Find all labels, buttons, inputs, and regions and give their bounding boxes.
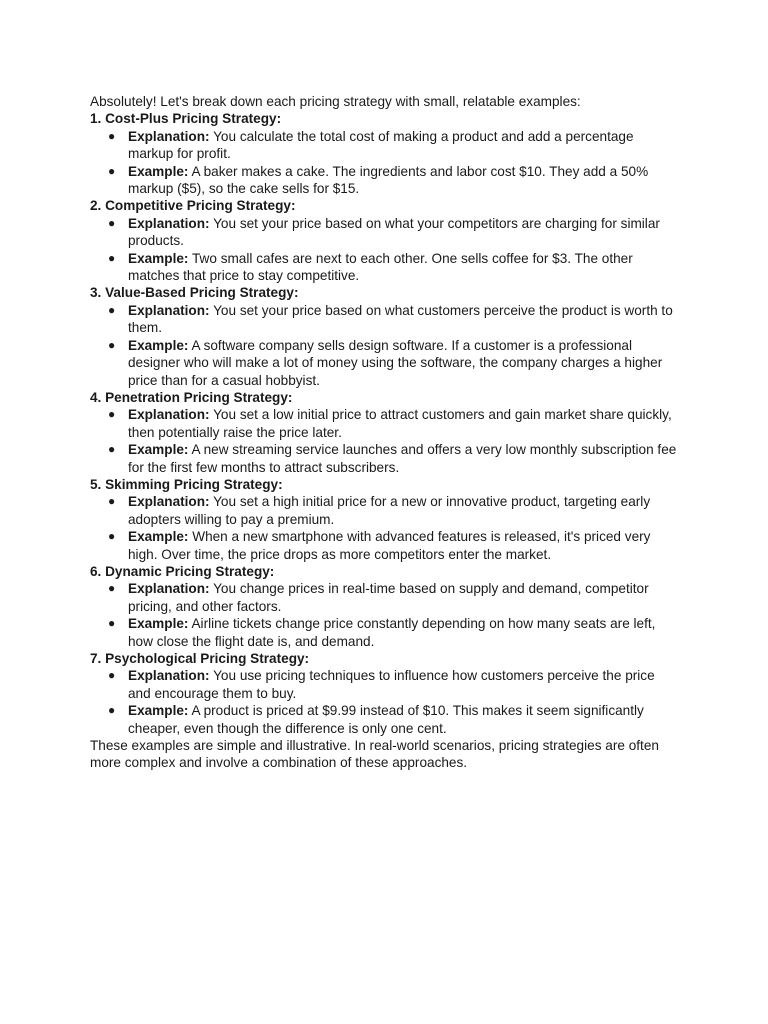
intro-paragraph: Absolutely! Let's break down each pricing strategy with small, relatable examples: (90, 94, 581, 109)
example-term: Example: (128, 337, 189, 353)
strategy-section (90, 563, 680, 650)
document-page (90, 93, 680, 772)
explanation-item (108, 667, 680, 702)
bullet-icon: ● (108, 337, 116, 352)
example-item (108, 702, 680, 737)
explanation-item (108, 302, 680, 337)
explanation-term: Explanation: (128, 668, 210, 684)
bullet-icon: ● (108, 302, 116, 317)
example-text: When a new smartphone with advanced features is released, it's priced very high. Over time, the price drops as more competitors enter the market. (128, 529, 651, 562)
strategy-section (90, 389, 680, 476)
example-text: A software company sells design software. If a customer is a professional designer who will make a lot of money using the software, the company charges a higher price than for a casual hobbyist. (128, 337, 663, 388)
explanation-term: Explanation: (128, 215, 210, 231)
strategy-section (90, 197, 680, 284)
strategy-title: 3. Value-Based Pricing Strategy: (90, 285, 299, 301)
example-text: A baker makes a cake. The ingredients and labor cost $10. They add a 50% markup ($5), so the cake sells for $15. (128, 163, 649, 197)
explanation-text: You change prices in real-time based on supply and demand, competitor pricing, and other factors. (128, 581, 649, 614)
example-text: Two small cafes are next to each other. One sells coffee for $3. The other matches that price to stay competitive. (128, 250, 633, 284)
explanation-text: You set your price based on what customers perceive the product is worth to them. (128, 302, 673, 336)
explanation-item (108, 580, 680, 615)
explanation-item (108, 128, 680, 163)
example-item (108, 441, 680, 476)
explanation-term: Explanation: (128, 128, 210, 144)
strategy-section (90, 476, 680, 563)
example-item (108, 250, 680, 285)
strategy-section (90, 650, 680, 737)
example-item (108, 528, 680, 563)
explanation-item (108, 406, 680, 441)
strategy-title: 5. Skimming Pricing Strategy: (90, 476, 283, 492)
bullet-list (90, 667, 680, 737)
bullet-list (90, 406, 680, 476)
strategy-section (90, 284, 680, 388)
example-term: Example: (128, 250, 189, 266)
example-term: Example: (128, 529, 189, 545)
bullet-icon: ● (108, 163, 116, 178)
explanation-term: Explanation: (128, 581, 210, 597)
example-item (108, 615, 680, 650)
bullet-list (90, 215, 680, 285)
example-term: Example: (128, 703, 189, 719)
explanation-text: You set a low initial price to attract customers and gain market share quickly, then potentially raise the price later. (128, 407, 672, 440)
bullet-icon: ● (108, 215, 116, 230)
closing-paragraph: These examples are simple and illustrative. In real-world scenarios, pricing strategies are often more complex and involve a combination of these approaches. (90, 738, 659, 771)
bullet-icon: ● (108, 616, 116, 631)
strategy-title: 6. Dynamic Pricing Strategy: (90, 563, 275, 579)
explanation-term: Explanation: (128, 407, 210, 423)
example-text: Airline tickets change price constantly depending on how many seats are left, how close the flight date is, and demand. (128, 616, 656, 649)
strategy-title: 4. Penetration Pricing Strategy: (90, 389, 293, 405)
bullet-list (90, 493, 680, 563)
explanation-text: You use pricing techniques to influence how customers perceive the price and encourage them to buy. (128, 668, 655, 701)
bullet-icon: ● (108, 250, 116, 265)
bullet-icon: ● (108, 128, 116, 143)
bullet-list (90, 128, 680, 198)
strategy-title: 1. Cost-Plus Pricing Strategy: (90, 111, 282, 127)
bullet-list (90, 580, 680, 650)
explanation-term: Explanation: (128, 302, 210, 318)
explanation-text: You set a high initial price for a new or innovative product, targeting early adopters willing to pay a premium. (128, 494, 651, 527)
example-text: A product is priced at $9.99 instead of $10. This makes it seem significantly cheaper, even though the difference is only one cent. (128, 703, 644, 736)
bullet-icon: ● (108, 494, 116, 509)
bullet-list (90, 302, 680, 389)
explanation-item (108, 215, 680, 250)
example-item (108, 163, 680, 198)
strategy-title: 7. Psychological Pricing Strategy: (90, 651, 310, 666)
bullet-icon: ● (108, 442, 116, 457)
bullet-icon: ● (108, 407, 116, 422)
strategy-list (90, 110, 680, 737)
strategy-title: 2. Competitive Pricing Strategy: (90, 198, 296, 214)
example-term: Example: (128, 616, 189, 632)
explanation-item (108, 493, 680, 528)
example-item (108, 337, 680, 389)
example-term: Example: (128, 442, 189, 458)
explanation-text: You set your price based on what your competitors are charging for similar products. (128, 215, 660, 249)
explanation-text: You calculate the total cost of making a product and add a percentage markup for profit. (128, 128, 634, 162)
bullet-icon: ● (108, 668, 116, 683)
bullet-icon: ● (108, 703, 116, 718)
example-text: A new streaming service launches and offers a very low monthly subscription fee for the first few months to attract subscribers. (128, 442, 677, 475)
explanation-term: Explanation: (128, 494, 210, 510)
bullet-icon: ● (108, 529, 116, 544)
example-term: Example: (128, 163, 189, 179)
strategy-section (90, 110, 680, 197)
bullet-icon: ● (108, 581, 116, 596)
